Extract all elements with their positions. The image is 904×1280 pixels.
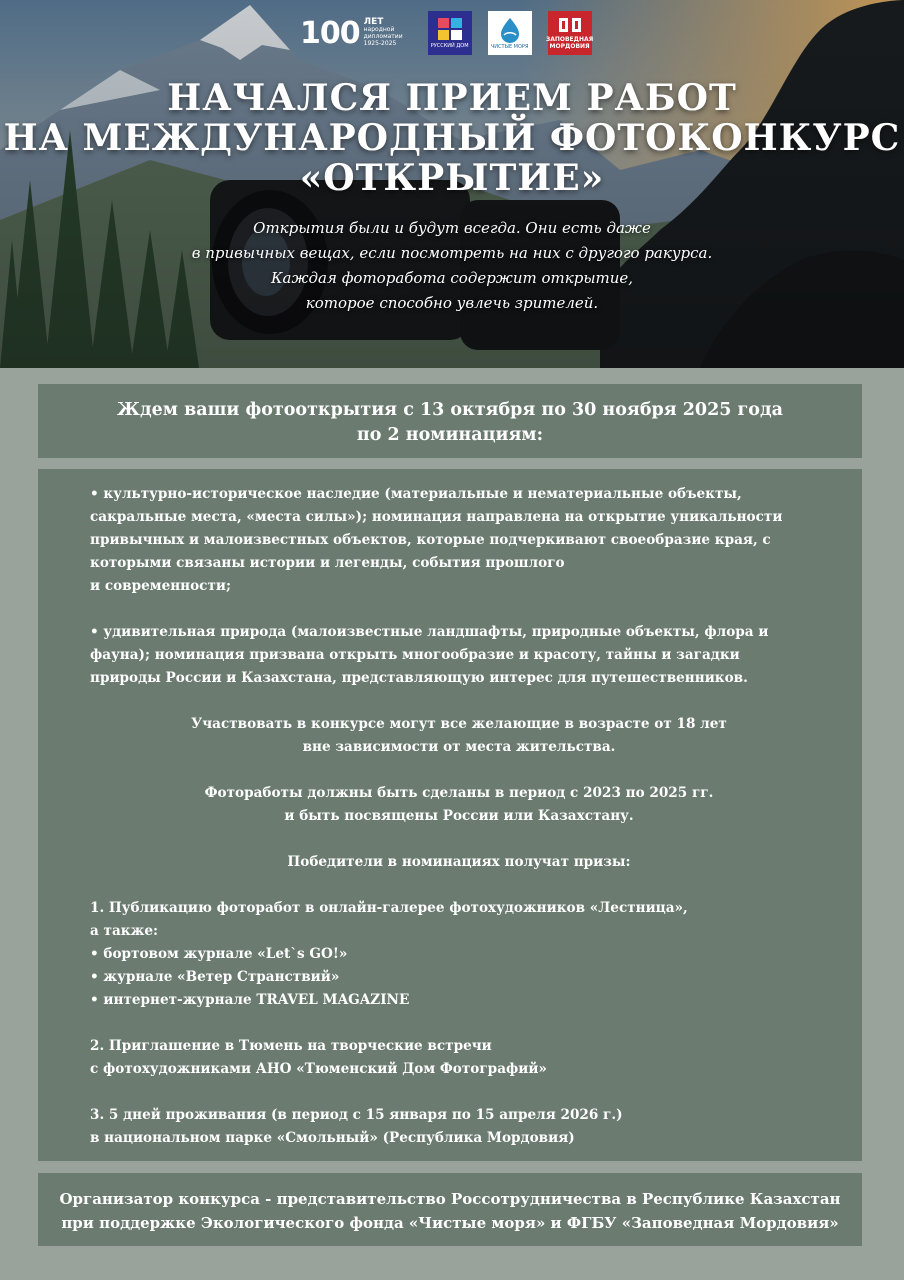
period-info [90, 782, 828, 828]
prize-line: с фотохудожниками АНО «Тюменский Дом Фотографий» [90, 1061, 547, 1077]
prize-line: 2. Приглашение в Тюмень на творческие встречи [90, 1038, 492, 1054]
participation-line: Участвовать в конкурсе могут все желающие в возрасте от 18 лет [191, 716, 727, 732]
nomination-heritage [90, 483, 828, 598]
nomination-line: которыми связаны истории и легенды, события прошлого [90, 555, 565, 571]
title-line: НАЧАЛСЯ ПРИЕМ РАБОТ [167, 77, 737, 119]
hero-banner [0, 0, 904, 368]
prize-line: • интернет-журнале TRAVEL MAGAZINE [90, 992, 410, 1008]
main-info-panel [38, 469, 862, 1161]
nomination-line: природы России и Казахстана, представляющую интерес для путешественников. [90, 670, 748, 686]
nomination-line: и современности; [90, 578, 231, 594]
title-line: «ОТКРЫТИЕ» [299, 157, 605, 199]
nomination-line: • удивительная природа (малоизвестные ландшафты, природные объекты, флора и [90, 624, 769, 640]
chistye-morya-icon [498, 17, 522, 43]
period-line: Фотоработы должны быть сделаны в период с 2023 по 2025 гг. [204, 785, 714, 801]
dates-panel [38, 384, 862, 458]
logo-100-top: ЛЕТ [363, 17, 384, 27]
prize-publication [90, 897, 828, 1012]
partner-logos [300, 10, 592, 56]
dates-line: по 2 номинациям: [356, 425, 544, 445]
hero-subtitle [0, 216, 904, 316]
zapovednaya-mordoviya-logo [545, 11, 594, 55]
prize-invitation [90, 1035, 828, 1081]
100-years-logo [300, 16, 412, 51]
dates-line: Ждем ваши фотооткрытия с 13 октября по 30 ноября 2025 года [117, 400, 783, 420]
prizes-heading: Победители в номинациях получат призы: [287, 854, 631, 870]
subtitle-line: Каждая фоторабота содержит открытие, [270, 269, 634, 287]
page-title [0, 78, 904, 198]
prize-line: • журнале «Ветер Странствий» [90, 969, 340, 985]
nomination-line: сакральные места, «места силы»); номинация направлена на открытие уникальности [90, 509, 783, 525]
participation-line: вне зависимости от места жительства. [302, 739, 616, 755]
title-line: НА МЕЖДУНАРОДНЫЙ ФОТОКОНКУРС [3, 117, 901, 159]
nomination-line: привычных и малоизвестных объектов, которые подчеркивают своеобразие края, с [90, 532, 771, 548]
zapovednaya-label-2: МОРДОВИЯ [549, 43, 590, 50]
prize-line: в национальном парке «Смольный» (Республика Мордовия) [90, 1130, 575, 1146]
nomination-nature [90, 621, 828, 690]
zapovednaya-label-1: ЗАПОВЕДНАЯ [545, 36, 594, 43]
russkiy-dom-icon [437, 17, 463, 41]
prize-line: • бортовом журнале «Let`s GO!» [90, 946, 348, 962]
logo-100-middle: народной дипломатии [363, 26, 403, 40]
russkiy-dom-logo [428, 11, 472, 55]
subtitle-line: которое способно увлечь зрителей. [305, 294, 599, 312]
organizer-line: при поддержке Экологического фонда «Чистые моря» и ФГБУ «Заповедная Мордовия» [61, 1214, 839, 1232]
subtitle-line: Открытия были и будут всегда. Они есть даже [253, 219, 651, 237]
chistye-morya-logo [488, 11, 532, 55]
prize-line: 3. 5 дней проживания (в период с 15 января по 15 апреля 2026 г.) [90, 1107, 623, 1123]
participation-info [90, 713, 828, 759]
organizer-panel [38, 1173, 862, 1246]
organizer-line: Организатор конкурса - представительство Россотрудничества в Республике Казахстан [59, 1190, 841, 1208]
nomination-line: • культурно-историческое наследие (материальные и нематериальные объекты, [90, 486, 742, 502]
logo-100-number: 100 [300, 15, 360, 51]
prize-stay [90, 1104, 828, 1150]
russkiy-dom-label: РУССКИЙ ДОМ [430, 43, 469, 49]
zapovednaya-mordoviya-icon [557, 16, 583, 34]
subtitle-line: в привычных вещах, если посмотреть на них с другого ракурса. [191, 244, 713, 262]
period-line: и быть посвящены России или Казахстану. [284, 808, 634, 824]
chistye-morya-label: ЧИСТЫЕ МОРЯ [490, 43, 529, 50]
nomination-line: фауна); номинация призвана открыть многообразие и красоту, тайны и загадки [90, 647, 740, 663]
prize-line: 1. Публикацию фоторабот в онлайн-галерее фотохудожников «Лестница», [90, 900, 688, 916]
prize-line: а также: [90, 923, 158, 939]
logo-100-years: 1925-2025 [363, 40, 397, 47]
